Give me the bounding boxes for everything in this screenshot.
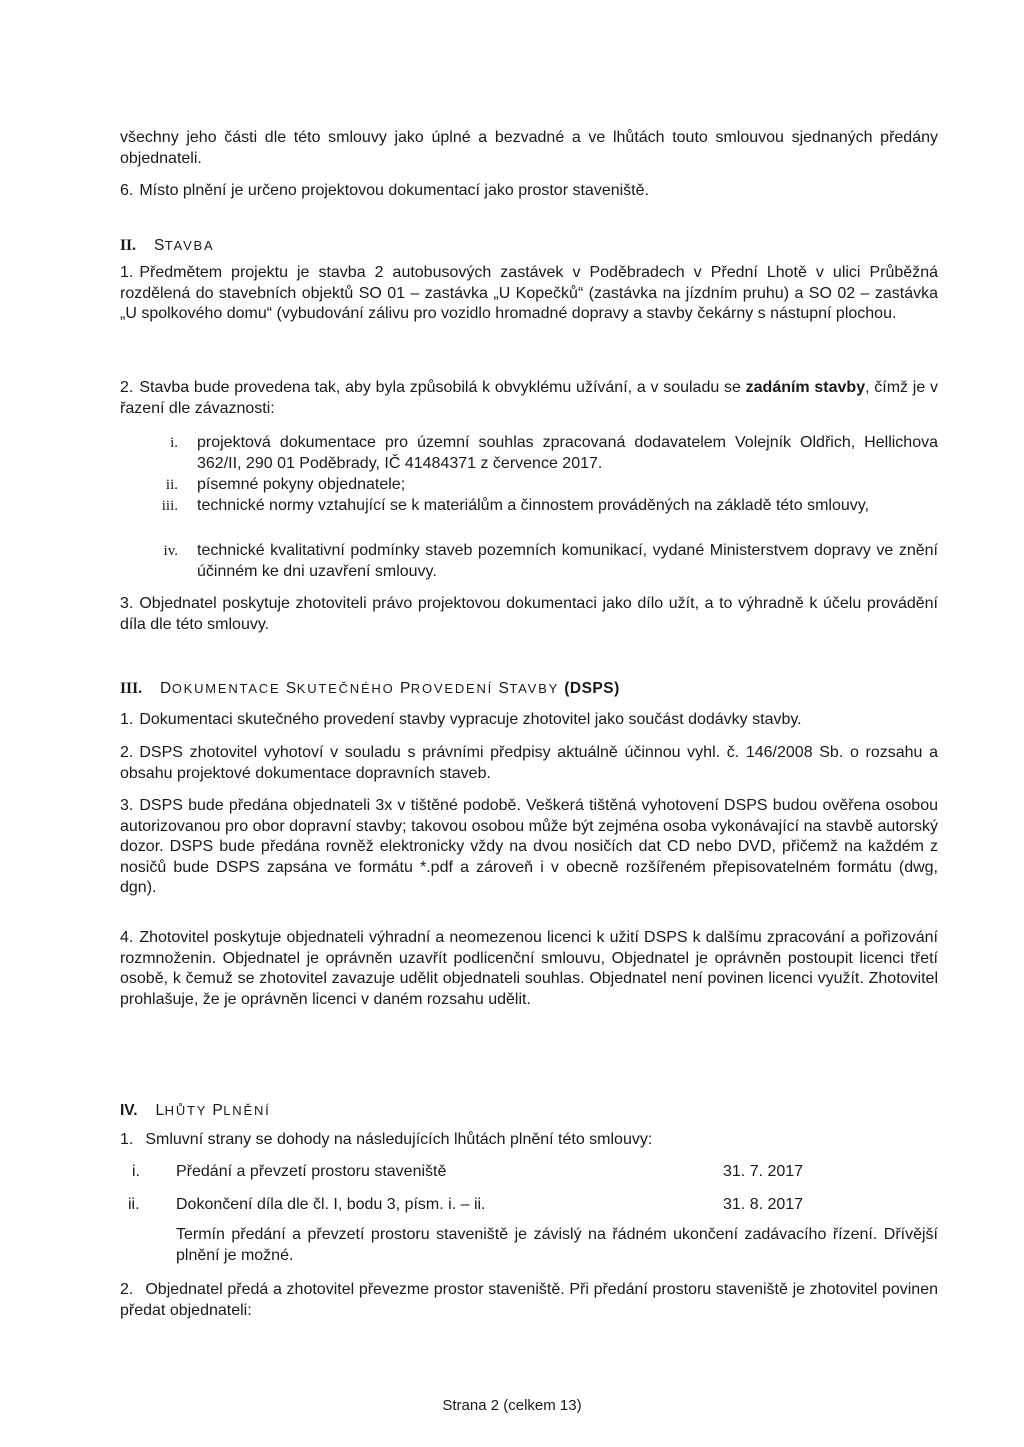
item-text: DSPS bude předána objednateli 3x v tištěné podobě. Veškerá tištěná vyhotovení DSPS budou ověřena osobou autorizovanou pro obor dopravní stavby; takovou osobou může být zejména osoba vykonávající na stavbě autorský dozor. DSPS bude předána rovněž elektronicky vždy na dvou nosičích dat CD nebo DVD, přičemž na každém z nosičů bude DSPS zapsána ve formátu *.pdf a zároveň i v obecně rozšířeném přepisovatelném formátu (dwg, dgn). (120, 797, 938, 896)
list-number: i. (170, 435, 178, 451)
intro-continuation: všechny jeho části dle této smlouvy jako úplné a bezvadné a ve lhůtách touto smlouvou sjednaných předány objednateli. (120, 129, 938, 167)
item-number: 1. (120, 264, 134, 281)
stavba-paragraph-3 (120, 594, 938, 635)
item-number: 6. (120, 182, 134, 199)
item-number: 3. (120, 797, 134, 814)
item-number: 3. (120, 595, 134, 612)
heading-initial: D (159, 680, 172, 697)
list-number: iii. (161, 498, 178, 514)
deadline-label: Předání a převzetí prostoru staveniště (176, 1163, 447, 1180)
heading-rest: OKUMENTACE (171, 681, 286, 696)
item-number: 4. (120, 929, 134, 946)
dsps-paragraph-1 (120, 710, 938, 731)
list-number: ii. (165, 477, 178, 493)
list-item (120, 475, 938, 496)
heading-initial: S (153, 237, 165, 254)
lhuty-paragraph-1 (120, 1130, 938, 1151)
item-number: 2. (120, 1281, 134, 1298)
list-text: písemné pokyny objednatele; (197, 476, 406, 493)
page-number-footer: Strana 2 (celkem 13) (442, 1397, 582, 1414)
heading-initial: S (498, 680, 510, 697)
item-number: 1. (120, 711, 134, 728)
heading-rest: ROVEDENÍ (410, 681, 499, 696)
heading-rest: TAVBY (509, 681, 565, 696)
dsps-paragraph-2 (120, 743, 938, 784)
section-number: II. (120, 237, 136, 254)
dsps-paragraph-3 (120, 796, 938, 899)
heading-rest: TAVBA (164, 238, 215, 253)
deadline-number: i. (132, 1163, 140, 1180)
intro-item-6 (120, 181, 938, 202)
section-heading-dsps (120, 679, 620, 700)
deadline-number: ii. (128, 1196, 140, 1213)
item-number: 1. (120, 1131, 134, 1148)
heading-rest: HŮTY (164, 1103, 213, 1118)
heading-initial: L (155, 1102, 165, 1119)
list-item (120, 433, 938, 474)
heading-initial: P (399, 680, 411, 697)
heading-rest: KUTEČNÉHO (296, 681, 400, 696)
deadline-label: Dokončení díla dle čl. I, bodu 3, písm. i. – ii. (176, 1196, 486, 1213)
deadline-date: 31. 8. 2017 (723, 1196, 804, 1213)
item-text: Dokumentaci skutečného provedení stavby vypracuje zhotovitel jako součást dodávky stavby. (139, 711, 802, 728)
heading-abbreviation: (DSPS) (564, 680, 620, 697)
deadline-date: 31. 7. 2017 (723, 1163, 804, 1180)
list-text: technické kvalitativní podmínky staveb pozemních komunikací, vydané Ministerstvem dopravy ve znění účinném ke dni uzavření smlouvy. (197, 542, 938, 580)
stavba-paragraph-2 (120, 378, 938, 419)
emphasis-zadani: zadáním stavby (745, 379, 866, 396)
list-number: iv. (163, 543, 178, 559)
item-number: 2. (120, 744, 134, 761)
dsps-paragraph-4 (120, 928, 938, 1010)
item-text: Stavba bude provedena tak, aby byla způsobilá k obvyklému užívání, a v souladu se (139, 379, 746, 396)
item-text: Místo plnění je určeno projektovou dokumentací jako prostor staveniště. (139, 182, 649, 199)
item-text: Objednatel předá a zhotovitel převezme prostor staveniště. Při předání prostoru staveniště je zhotovitel povinen předat objednateli: (120, 1281, 938, 1319)
heading-rest: LNĚNÍ (223, 1103, 271, 1118)
section-heading-stavba (120, 236, 215, 257)
item-text: Předmětem projektu je stavba 2 autobusových zastávek v Poděbradech v Přední Lhotě v ulici Průběžná rozdělená do stavebních objektů SO 01 – zastávka „U Kopečků“ (zastávka na jízdním pruhu) a SO 02 – zastávka „U spolkového domu“ (vybudování zálivu pro vozidlo hromadné dopravy a stavby čekárny s nástupní plochou. (120, 264, 938, 322)
list-item (120, 496, 938, 537)
item-text: , čímž je v řazení dle závaznosti: (120, 379, 938, 417)
item-text: Zhotovitel poskytuje objednateli výhradní a neomezenou licenci k užití DSPS k dalšímu zpracování a pořizování rozmnoženin. Objednatel je oprávněn uzavřít podlicenční smlouvu, Objednatel je oprávněn postoupit licenci třetí osobě, k čemuž se zhotovitel zavazuje udělit objednateli souhlas. Objednatel není povinen licenci využít. Zhotovitel prohlašuje, že je oprávněn licenci v daném rozsahu udělit. (120, 929, 938, 1008)
section-number: III. (120, 680, 142, 697)
stavba-paragraph-1 (120, 263, 938, 325)
item-text: Smluvní strany se dohody na následujících lhůtách plnění této smlouvy: (145, 1131, 653, 1148)
item-number: 2. (120, 379, 134, 396)
heading-initial: P (212, 1102, 224, 1119)
item-text: DSPS zhotovitel vyhotoví v souladu s právními předpisy aktuálně účinnou vyhl. č. 146/2008 Sb. o rozsahu a obsahu projektové dokumentace dopravních staveb. (120, 744, 938, 782)
list-text: technické normy vztahující se k materiálům a činnostem prováděných na základě této smlouvy, (197, 497, 870, 514)
item-text: Objednatel poskytuje zhotoviteli právo projektovou dokumentaci jako dílo užít, a to výhradně k účelu provádění díla dle této smlouvy. (120, 595, 938, 633)
deadline-note: Termín předání a převzetí prostoru staveniště je závislý na řádném ukončení zadávacího řízení. Dřívější plnění je možné. (176, 1226, 938, 1264)
section-number: IV. (120, 1102, 138, 1119)
section-heading-lhuty (120, 1101, 271, 1122)
list-item (120, 541, 938, 582)
lhuty-paragraph-2 (120, 1280, 938, 1321)
heading-initial: S (285, 680, 297, 697)
list-text: projektová dokumentace pro územní souhlas zpracovaná dodavatelem Volejník Oldřich, Hellichova 362/II, 290 01 Poděbrady, IČ 41484371 z července 2017. (197, 434, 938, 472)
